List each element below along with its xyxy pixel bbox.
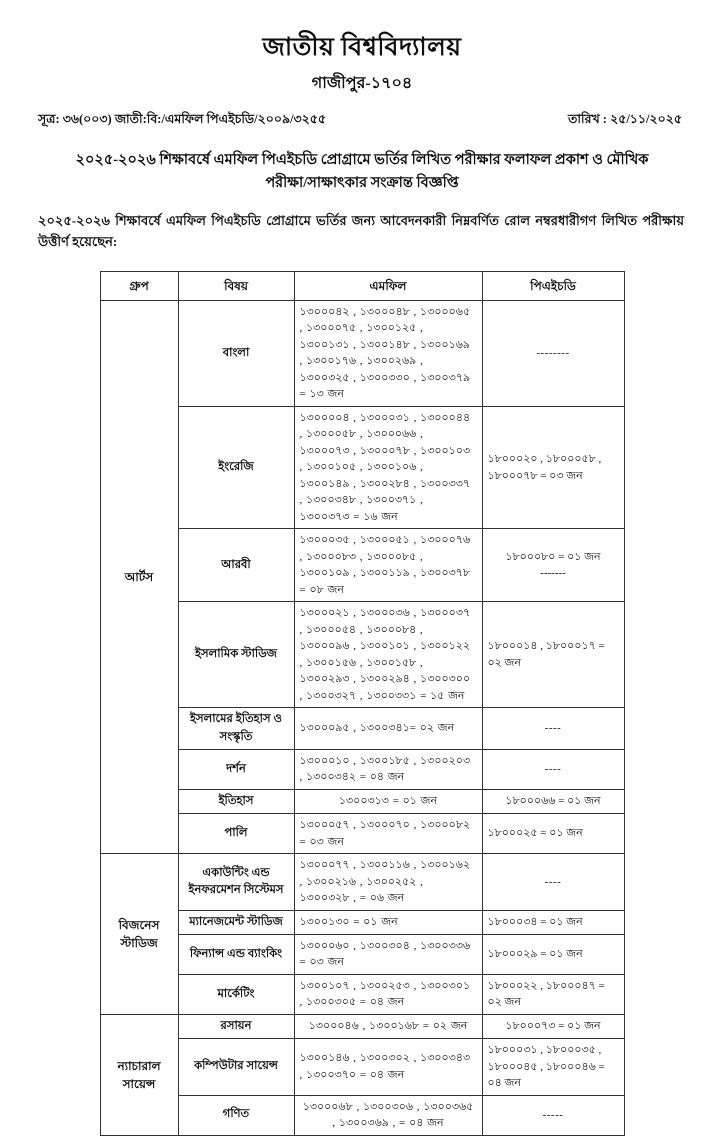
university-address: গাজীপুর-১৭০৪ (311, 75, 413, 93)
phd-roll-value: ১৮০০০৮০ = ০১ জন (505, 550, 601, 563)
notice-title-line-2: পরীক্ষা/সাক্ষাৎকার সংক্রান্ত বিজ্ঞপ্তি (265, 174, 459, 191)
results-table-body (100, 300, 624, 1135)
mphil-roll-cell: ১৩০০০৬০ , ১৩০০৩০৪ , ১৩০০৩৩৬ = ০৩ জন (294, 934, 482, 974)
table-row (100, 814, 624, 854)
notice-date: তারিখ : ২৫/১১/২০২৫ (568, 112, 682, 127)
subject-cell: একাউন্টিং এন্ড ইনফরমেশন সিস্টেমস (178, 854, 294, 911)
table-row (100, 854, 624, 911)
group-cell: আর্টস (100, 300, 178, 853)
university-name: জাতীয় বিশ্ববিদ্যালয় (262, 34, 462, 61)
phd-roll-cell: ১৮০০০২০ , ১৮০০০৫৮ , ১৮০০০৭৮ = ০৩ জন (482, 406, 624, 529)
mphil-roll-cell: ১৩০০০০৪ , ১৩০০০৩১ , ১৩০০০৪৪ , ১৩০০০৫৮ , ১৩০০০৬৬ , ১৩০০০৭৩ , ১৩০০০৭৮ , ১৩০০১০৩ , ১৩০০১০৫ , ১৩০০১০৬ , ১৩০০১৪৯ , ১৩০০২৮৪ , ১৩০০৩৩৭ , ১৩০০৩৪৮ , ১৩০০৩৭১ , ১৩০০৩৭৩ = ১৬ জন (294, 406, 482, 529)
mphil-roll-cell: ১৩০০০১০ , ১৩০০১৮৫ , ১৩০০২০৩ , ১৩০০৩৪২ = ০৪ জন (294, 749, 482, 789)
table-row (100, 300, 624, 406)
group-cell: ন্যাচারাল সায়েন্স (100, 1014, 178, 1135)
table-row (100, 789, 624, 813)
column-header-phd: পিএইচডি (482, 271, 624, 300)
mphil-roll-cell: ১৩০০০৬৮ , ১৩০০৩০৬ , ১৩০০৩৬৫ , ১৩০০৩৬৯ , = ০৪ জন (294, 1095, 482, 1135)
mphil-roll-cell: ১৩০০১৪৬ , ১৩০০৩০২ , ১৩০০৩৪৩ , ১৩০০৩৭০ = ০৪ জন (294, 1039, 482, 1096)
subject-cell: গণিত (178, 1095, 294, 1135)
phd-roll-cell: ---- (482, 708, 624, 750)
results-table (100, 271, 625, 1136)
table-row (100, 910, 624, 934)
phd-roll-cell: ১৮০০০৬৬ = ০১ জন (482, 789, 624, 813)
mphil-roll-cell: ১৩০০০৩৫ , ১৩০০০৫১ , ১৩০০০৭৬ , ১৩০০০৮৩ , ১৩০০০৮৫ , ১৩০০১০৯ , ১৩০০১১৯ , ১৩০০৩৭৮ = ০৮ জন (294, 529, 482, 602)
subject-cell: দর্শন (178, 749, 294, 789)
subject-cell: পালি (178, 814, 294, 854)
subject-cell: ইসলামিক স্টাডিজ (178, 602, 294, 708)
column-header-mphil: এমফিল (294, 271, 482, 300)
subject-cell: ইতিহাস (178, 789, 294, 813)
mphil-roll-cell: ১৩০০১০৭ , ১৩০০২৫৩ , ১৩০০৩০১ , ১৩০০৩০৫ = ০৪ জন (294, 974, 482, 1014)
table-row (100, 708, 624, 750)
phd-roll-cell: ১৮০০০৩৪ = ০১ জন (482, 910, 624, 934)
phd-roll-cell: ---- (482, 854, 624, 911)
subject-cell: আরবী (178, 529, 294, 602)
table-row (100, 406, 624, 529)
notice-title-line-1: ২০২৫-২০২৬ শিক্ষাবর্ষে এমফিল পিএইচডি প্রোগ্রামে ভর্তির লিখিত পরীক্ষার ফলাফল প্রকাশ ও মৌখিক (75, 152, 649, 169)
notice-title (58, 149, 666, 194)
subject-cell: ম্যানেজমেন্ট স্টাডিজ (178, 910, 294, 934)
mphil-roll-cell: ১৩০০১৩০ = ০১ জন (294, 910, 482, 934)
subject-cell: ইসলামের ইতিহাস ও সংস্কৃতি (178, 708, 294, 750)
subject-cell: ফিন্যান্স এন্ড ব্যাংকিং (178, 934, 294, 974)
notice-intro-paragraph: ২০২৫-২০২৬ শিক্ষাবর্ষে এমফিল পিএইচডি প্রোগ্রামে ভর্তির জন্য আবেদনকারী নিম্নবর্ণিত রোল নম্বরধারীগণ লিখিত পরীক্ষায় উত্তীর্ণ হয়েছেন: (38, 213, 684, 249)
table-row (100, 749, 624, 789)
reference-number: সূত্র: ৩৬(০০৩) জাতী:বি:/এমফিল পিএইচডি/২০০৯/৩২৫৫ (38, 112, 327, 127)
phd-roll-cell: ১৮০০০২৫ = ০১ জন (482, 814, 624, 854)
phd-roll-cell: ----- (482, 1095, 624, 1135)
phd-roll-cell: -------- (482, 300, 624, 406)
phd-empty-dash: ------- (540, 567, 566, 580)
table-row (100, 602, 624, 708)
subject-cell: বাংলা (178, 300, 294, 406)
phd-roll-cell: ---- (482, 749, 624, 789)
mphil-roll-cell: ১৩০০০২১ , ১৩০০০৩৬ , ১৩০০০৩৭ , ১৩০০০৫৪ , ১৩০০০৮৪ , ১৩০০০৯৬ , ১৩০০১০১ , ১৩০০১২২ , ১৩০০১৫৬ , ১৩০০১৫৮ , ১৩০০২৯৩ , ১৩০০২৯৪ , ১৩০০৩০০ , ১৩০০৩২৭ , ১৩০০৩৩১ = ১৫ জন (294, 602, 482, 708)
table-row (100, 1095, 624, 1135)
group-cell: বিজনেস স্টাডিজ (100, 854, 178, 1015)
mphil-roll-cell: ১৩০০৩১৩ = ০১ জন (294, 789, 482, 813)
phd-roll-cell (482, 529, 624, 602)
table-row (100, 529, 624, 602)
table-row (100, 1014, 624, 1038)
subject-cell: কম্পিউটার সায়েন্স (178, 1039, 294, 1096)
table-header-row (100, 271, 624, 300)
mphil-roll-cell: ১৩০০০৯৫ , ১৩০০৩৪১= ০২ জন (294, 708, 482, 750)
mphil-roll-cell: ১৩০০০৫৭ , ১৩০০০৭০ , ১৩০০০৮২ = ০৩ জন (294, 814, 482, 854)
phd-roll-cell: ১৮০০০৭৩ = ০১ জন (482, 1014, 624, 1038)
column-header-subject: বিষয় (178, 271, 294, 300)
phd-roll-cell: ১৮০০০৩১ , ১৮০০০৩৫ , ১৮০০০৪৫ , ১৮০০০৪৬ = ০৪ জন (482, 1039, 624, 1096)
table-row (100, 1039, 624, 1096)
table-row (100, 974, 624, 1014)
mphil-roll-cell: ১৩০০০৪২ , ১৩০০০৪৮ , ১৩০০০৬৫ , ১৩০০০৭৫ , ১৩০০১২৫ , ১৩০০১৩১ , ১৩০০১৪৮ , ১৩০০১৬৯ , ১৩০০১৭৬ , ১৩০০২৬৯ , ১৩০০৩২৫ , ১৩০০৩৩০ , ১৩০০৩৭৯ = ১৩ জন (294, 300, 482, 406)
phd-roll-cell: ১৮০০০১৪ , ১৮০০০১৭ = ০২ জন (482, 602, 624, 708)
phd-roll-cell: ১৮০০০২২ , ১৮০০০৪৭ = ০২ জন (482, 974, 624, 1014)
table-row (100, 934, 624, 974)
phd-roll-cell: ১৮০০০২৯ = ০১ জন (482, 934, 624, 974)
mphil-roll-cell: ১৩০০০৪৬ , ১৩০০১৬৮ = ০২ জন (294, 1014, 482, 1038)
subject-cell: মার্কেটিং (178, 974, 294, 1014)
subject-cell: ইংরেজি (178, 406, 294, 529)
reference-row (36, 111, 688, 131)
column-header-group: গ্রুপ (100, 271, 178, 300)
subject-cell: রসায়ন (178, 1014, 294, 1038)
mphil-roll-cell: ১৩০০০৭৭ , ১৩০০১১৬ , ১৩০০১৬২ , ১৩০০২১৬ , ১৩০০২৫২ , ১৩০০৩২৮ , = ০৬ জন (294, 854, 482, 911)
